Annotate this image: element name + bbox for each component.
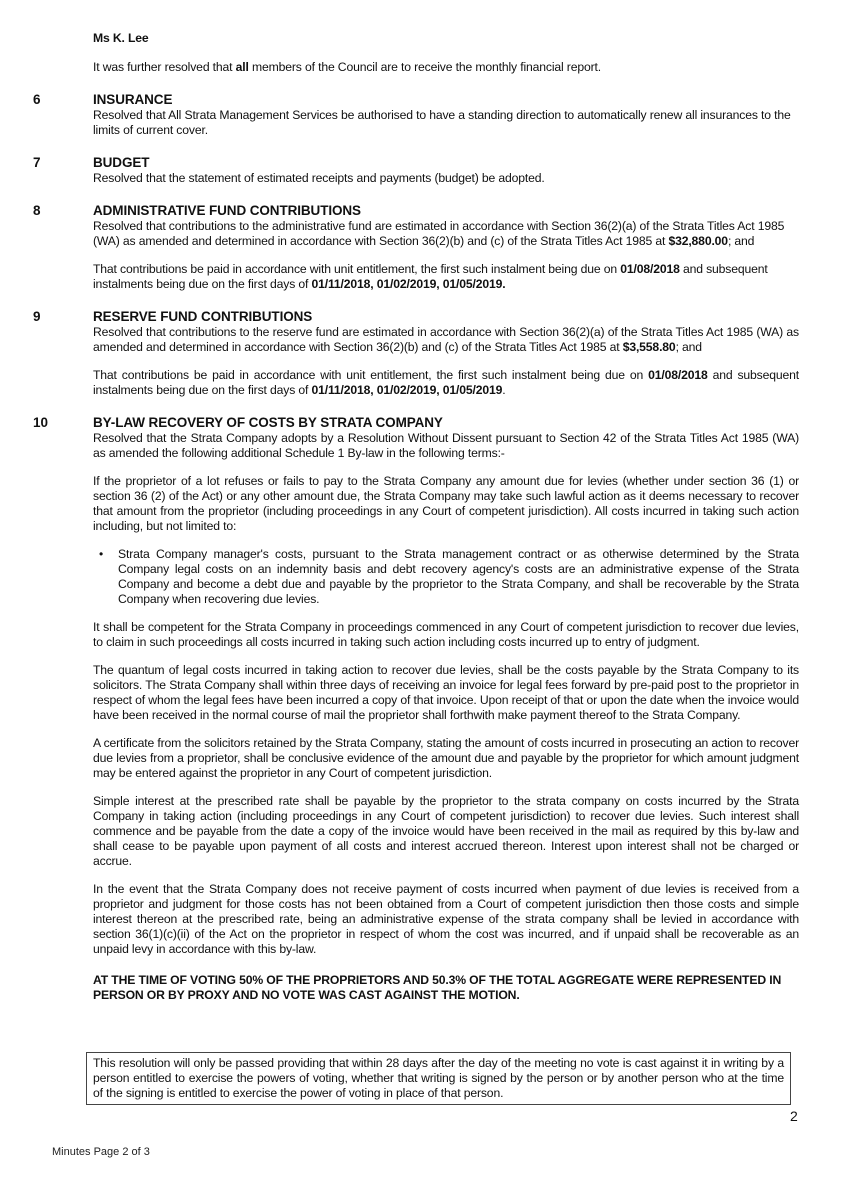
text-run: and subsequent instalments being due on the first days of — [93, 262, 768, 291]
attendee-name: Ms K. Lee — [93, 31, 149, 45]
bylaw-paragraph: In the event that the Strata Company does not receive payment of costs incurred when payment of due levies is received from a proprietor and judgment for those costs has not been obtained from a Court of competent jurisdiction then those costs and simple interest thereon at the prescribed rate, being an administrative expense of the strata company shall be levied in accordance with section 36(1)(c)(ii) of the Act on the proprietor in respect of whom the cost was incurred, and if unpaid shall be recoverable as an unpaid levy in accordance with this by-law. — [93, 882, 799, 956]
bylaw-paragraph: Resolved that the Strata Company adopts by a Resolution Without Dissent pursuant to Section 42 of the Strata Titles Act 1985 (WA) as amended the following additional Schedule 1 By-law in the following terms:- — [93, 431, 799, 460]
section-number: 8 — [33, 203, 41, 218]
section-text: Resolved that the statement of estimated receipts and payments (budget) be adopted. — [93, 171, 545, 185]
section-title: BY-LAW RECOVERY OF COSTS BY STRATA COMPANY — [93, 415, 443, 430]
text-run: Resolved that contributions to the administrative fund are estimated in accordance with Section 36(2)(a) of the Strata Titles Act 1985 (WA) as amended and determined in accordance with Section 36(2)(b) and (c) of the Strata Titles Act 1985 at — [93, 219, 785, 248]
section-number: 9 — [33, 309, 41, 324]
bullet-text: Strata Company manager's costs, pursuant to the Strata management contract or as otherwise determined by the Strata Company legal costs on an indemnity basis and debt recovery agency's costs are an administrative expense of the Strata Company and become a debt due and payable by the proprietor to the Strata Company, and shall be recoverable by the Strata Company when recovering due levies. — [118, 547, 799, 606]
section-title: RESERVE FUND CONTRIBUTIONS — [93, 309, 313, 324]
page-content — [33, 31, 799, 1003]
reserve-fund-amount: $3,558.80 — [622, 340, 676, 354]
first-due-date: 01/08/2018 — [620, 262, 680, 276]
section-number: 6 — [33, 92, 41, 107]
section-budget — [33, 155, 799, 186]
bylaw-paragraph: A certificate from the solicitors retained by the Strata Company, stating the amount of costs incurred in prosecuting an action to recover due levies from a proprietor, shall be conclusive evidence of the amount due and payable by the proprietor for which amount judgment may be entered against the proprietor in any Court of competent jurisdiction. — [93, 736, 799, 780]
text-run: . — [502, 383, 506, 397]
section-title: ADMINISTRATIVE FUND CONTRIBUTIONS — [93, 203, 361, 218]
subsequent-due-dates: 01/11/2018, 01/02/2019, 01/05/2019. — [311, 277, 506, 291]
section-title: INSURANCE — [93, 92, 173, 107]
text-run: and subsequent instalments being due on the first days of — [93, 368, 799, 397]
further-resolved-text — [93, 60, 799, 75]
bylaw-paragraph: The quantum of legal costs incurred in taking action to recover due levies, shall be the costs payable by the Strata Company to its solicitors. The Strata Company shall within three days of receiving an invoice for legal fees forward by pre-paid post to the proprietor in respect of whom the legal fees have been incurred a copy of that invoice. Upon receipt of that or upon the date when the invoice would have been received in the normal course of mail the proprietor shall forthwith make payment thereof to the Strata Company. — [93, 663, 799, 722]
section-insurance — [33, 92, 799, 138]
instalment-schedule — [93, 262, 799, 292]
section-text: Resolved that All Strata Management Services be authorised to have a standing direction to automatically renew all insurances to the limits of current cover. — [93, 108, 791, 137]
bylaw-paragraph: Simple interest at the prescribed rate shall be payable by the proprietor to the strata company on costs incurred by the Strata Company in taking action (including proceedings in any Court of competent jurisdiction) to recover due levies. Such interest shall commence and be payable from the date a copy of the invoice would have been received in the mail as required by this by-law and shall cease to be payable upon payment of all costs and interest accrued thereon. Interest upon interest shall not be charged or accrue. — [93, 794, 799, 868]
admin-fund-amount: $32,880.00 — [668, 234, 728, 248]
contribution-estimate — [93, 219, 799, 249]
bylaw-paragraph: If the proprietor of a lot refuses or fails to pay to the Strata Company any amount due for levies (whether under section 36 (1) or section 36 (2) of the Act) or any other amount due, the Strata Company may take such lawful action as it deems necessary to recover that amount from the proprietor (including proceedings in any Court of competent jurisdiction). All costs incurred in taking such action including, but not limited to: — [93, 474, 799, 533]
notice-text: This resolution will only be passed providing that within 28 days after the day of the meeting no vote is cast against it in writing by a person entitled to exercise the powers of voting, whether that writing is signed by the person or by another person who at the time of the signing is entitled to exercise the power of voting in place of that person. — [93, 1056, 784, 1100]
text-run: Resolved that contributions to the reserve fund are estimated in accordance with Section 36(2)(a) of the Strata Titles Act 1985 (WA) as amended and determined in accordance with Section 36(2)(b) and (c) of the Strata Titles Act 1985 at — [93, 325, 799, 354]
text-run: members of the Council are to receive the monthly financial report. — [248, 60, 601, 74]
page-footer: Minutes Page 2 of 3 — [52, 1146, 150, 1158]
resolution-notice-box — [86, 1052, 791, 1105]
instalment-schedule — [93, 368, 799, 398]
section-reserve-fund — [33, 309, 799, 398]
section-bylaw-recovery — [33, 415, 799, 1003]
contribution-estimate — [93, 325, 799, 355]
text-run: It was further resolved that — [93, 60, 236, 74]
section-administrative-fund — [33, 203, 799, 292]
bylaw-paragraph: It shall be competent for the Strata Company in proceedings commenced in any Court of competent jurisdiction to recover due levies, to claim in such proceedings all costs incurred in taking such action including costs incurred up to entry of judgment. — [93, 620, 799, 649]
bullet-icon: • — [99, 547, 104, 561]
text-run: That contributions be paid in accordance with unit entitlement, the first such instalment being due on — [93, 262, 621, 276]
text-run: That contributions be paid in accordance with unit entitlement, the first such instalment being due on — [93, 368, 649, 382]
bullet-item — [93, 547, 799, 607]
first-due-date: 01/08/2018 — [648, 368, 708, 382]
page-number: 2 — [790, 1108, 798, 1124]
section-number: 10 — [33, 415, 49, 430]
text-run: ; and — [727, 234, 755, 248]
emphasis-all: all — [235, 60, 249, 74]
voting-statement: AT THE TIME OF VOTING 50% OF THE PROPRIETORS AND 50.3% OF THE TOTAL AGGREGATE WERE REPRESENTED IN PERSON OR BY PROXY AND NO VOTE WAS CAST AGAINST THE MOTION. — [93, 973, 782, 1002]
section-title: BUDGET — [93, 155, 150, 170]
text-run: ; and — [675, 340, 702, 354]
subsequent-due-dates: 01/11/2018, 01/02/2019, 01/05/2019 — [311, 383, 503, 397]
section-number: 7 — [33, 155, 41, 170]
